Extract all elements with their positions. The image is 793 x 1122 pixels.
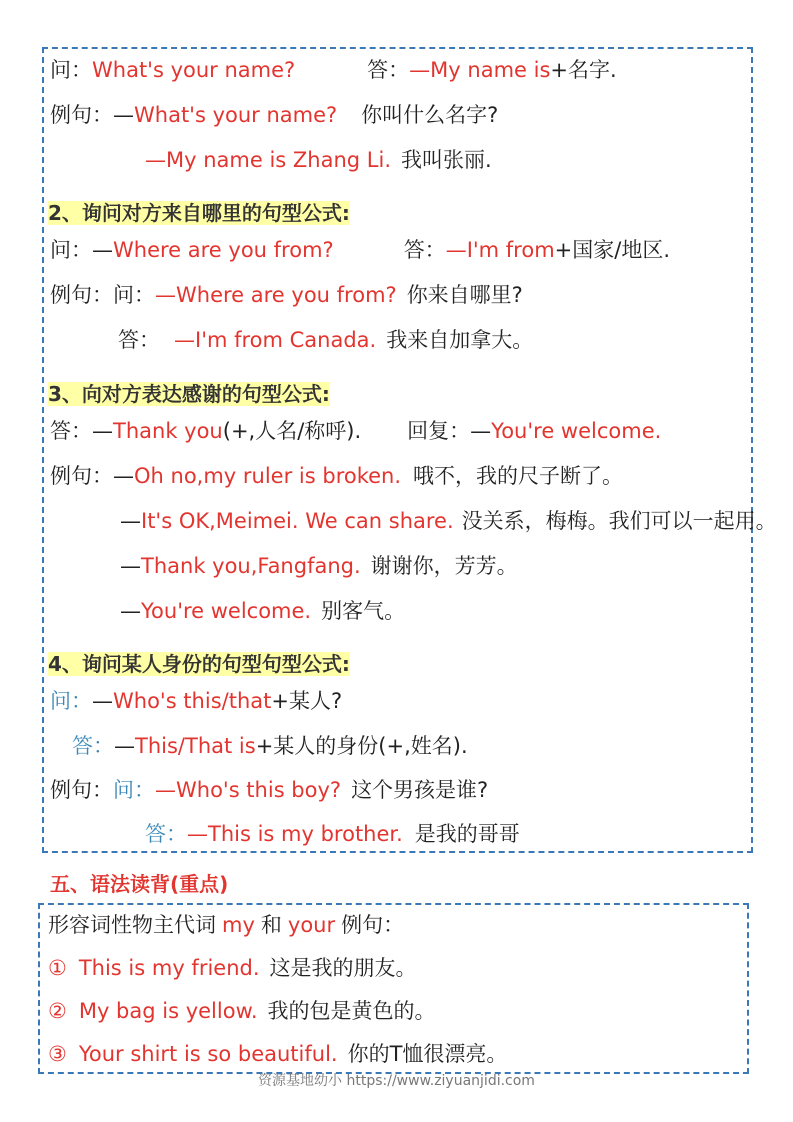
example-chinese: 这个男孩是谁? [351, 778, 489, 802]
example-english: Thank you,Fangfang. [141, 554, 361, 578]
example-chinese: 我的包是黄色的。 [267, 999, 436, 1023]
intro-text: 形容词性物主代词 [48, 913, 216, 937]
heading-4 [48, 650, 350, 678]
q2-line [50, 236, 670, 264]
dash: — [470, 419, 492, 443]
answer-formula: +国家/地区. [554, 238, 671, 262]
q3-example-line-2 [120, 507, 777, 535]
dash: — [113, 464, 134, 488]
q4-answer-line [72, 732, 468, 760]
example-english: This is my friend. [78, 956, 260, 980]
example-english: —Where are you from? [155, 283, 397, 307]
question-label: 问： [113, 283, 155, 307]
dash: — [120, 509, 141, 533]
dash: — [92, 689, 113, 713]
answer-english: This/That is [135, 734, 256, 758]
example-label: 例句： [50, 283, 113, 307]
footer-watermark: 资源基地幼小 https://www.ziyuanjidi.com [258, 1073, 535, 1089]
question-label: 问： [50, 689, 92, 713]
keyword-my: my [222, 913, 255, 937]
intro-and: 和 [260, 913, 282, 937]
example-english: Your shirt is so beautiful. [78, 1042, 338, 1066]
question-english: What's your name? [92, 58, 296, 82]
example-number: ① [48, 956, 67, 980]
heading-text: 2、询问对方来自哪里的句型公式: [48, 201, 350, 225]
example-chinese: 别客气。 [321, 599, 406, 623]
example-chinese: 你的T恤很漂亮。 [347, 1042, 508, 1066]
answer-label: 答： [367, 58, 410, 82]
heading-text: 3、向对方表达感谢的句型公式: [48, 382, 330, 406]
example-chinese: 你叫什么名字? [361, 103, 499, 127]
example-chinese: 哦不，我的尺子断了。 [413, 464, 624, 488]
question-label: 问： [50, 238, 92, 262]
q3-example-line-1 [50, 462, 623, 490]
example-chinese: 没关系，梅梅。我们可以一起用。 [461, 509, 777, 533]
grammar-example-3 [48, 1040, 507, 1068]
intro-text-end: 例句： [341, 913, 405, 937]
reply-english: You're welcome. [491, 419, 662, 443]
example-chinese: 是我的哥哥 [414, 822, 520, 846]
answer-english: —I'm from [445, 238, 555, 262]
reply-label: 回复： [407, 419, 471, 443]
q4-example-line-2 [145, 820, 520, 848]
example-english: It's OK,Meimei. We can share. [141, 509, 454, 533]
keyword-your: your [287, 913, 336, 937]
grammar-example-2 [48, 997, 436, 1025]
example-label: 例句： [50, 778, 113, 802]
example-english: —This is my brother. [187, 822, 403, 846]
answer-label: 答： [403, 238, 446, 262]
q2-example-line [50, 281, 523, 309]
q1-example-line [50, 101, 498, 129]
answer-label: 答： [50, 419, 92, 443]
heading-3 [48, 380, 330, 408]
answer-formula: (+,人名/称呼). [222, 419, 362, 443]
q2-example-line-2 [118, 326, 533, 354]
q3-example-line-3 [120, 552, 518, 580]
answer-english: —My name is [409, 58, 551, 82]
example-number: ③ [48, 1042, 67, 1066]
question-english: Who's this/that [113, 689, 272, 713]
heading-2 [48, 199, 350, 227]
q4-line [50, 687, 342, 715]
q3-example-line-4 [120, 597, 405, 625]
dash: — [120, 554, 141, 578]
q4-example-line [50, 776, 488, 804]
q1-line [50, 56, 617, 84]
example-english: —My name is Zhang Li. [145, 148, 391, 172]
example-english: What's your name? [134, 103, 338, 127]
answer-english: Thank you [113, 419, 223, 443]
example-label: 例句： [50, 103, 113, 127]
example-english: Oh no,my ruler is broken. [134, 464, 402, 488]
example-number: ② [48, 999, 67, 1023]
answer-formula: +名字. [550, 58, 617, 82]
dash: — [113, 103, 134, 127]
section-5-title: 五、语法读背(重点) [50, 872, 229, 896]
answer-label: 答： [118, 328, 160, 352]
answer-label: 答： [145, 822, 187, 846]
dash: — [92, 419, 113, 443]
q3-line [50, 417, 661, 445]
grammar-example-1 [48, 954, 417, 982]
q1-example-line-2 [145, 146, 492, 174]
dash: — [120, 599, 141, 623]
question-label: 问： [113, 778, 155, 802]
example-chinese: 这是我的朋友。 [269, 956, 417, 980]
dash: — [92, 238, 113, 262]
question-label: 问： [50, 58, 92, 82]
example-chinese: 我来自加拿大。 [386, 328, 534, 352]
example-english: —I'm from Canada. [174, 328, 377, 352]
example-chinese: 你来自哪里? [406, 283, 523, 307]
heading-text: 4、询问某人身份的句型句型公式: [48, 652, 350, 676]
grammar-intro-line [48, 911, 404, 939]
example-chinese: 谢谢你，芳芳。 [370, 554, 518, 578]
example-english: My bag is yellow. [78, 999, 258, 1023]
answer-formula: +某人的身份(+,姓名). [255, 734, 468, 758]
example-label: 例句： [50, 464, 113, 488]
answer-label: 答： [72, 734, 114, 758]
example-chinese: 我叫张丽. [401, 148, 492, 172]
dash: — [114, 734, 135, 758]
example-english: You're welcome. [141, 599, 312, 623]
example-english: —Who's this boy? [155, 778, 342, 802]
question-formula: +某人? [271, 689, 343, 713]
question-english: Where are you from? [113, 238, 334, 262]
